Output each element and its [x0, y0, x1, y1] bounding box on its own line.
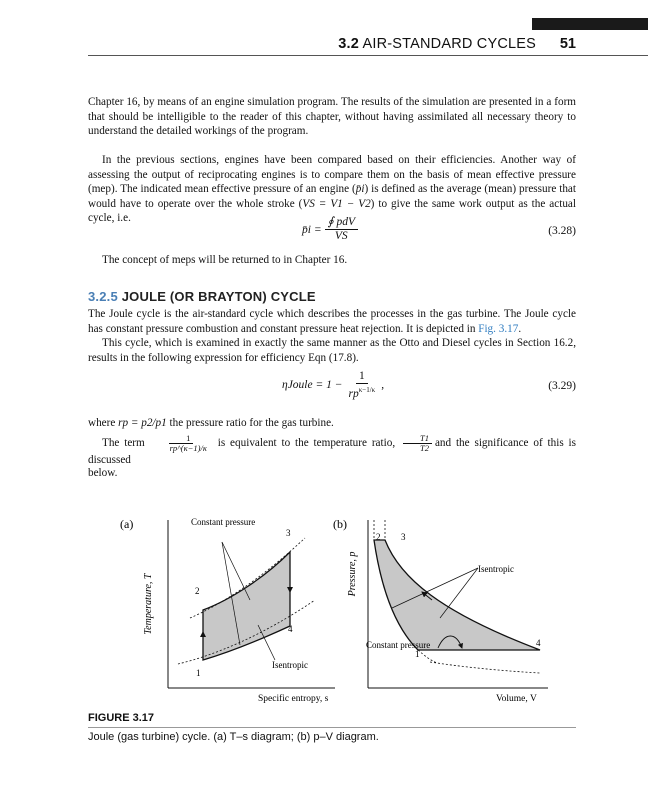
paragraph-8: below. [88, 467, 118, 479]
p7-text-c: and the significance of this is discussed [88, 437, 576, 466]
figure-caption: Joule (gas turbine) cycle. (a) T–s diagram; (b) p–V diagram. [88, 731, 379, 743]
eq-3-28-numerator: ∮ pdV [325, 216, 358, 230]
eq-3-29-numerator: 1 [356, 370, 368, 384]
panel-a-point-3: 3 [286, 528, 291, 538]
paragraph-3: The concept of meps will be returned to in Chapter 16. [102, 254, 348, 266]
p7-text-b: is equivalent to the temperature ratio, [217, 437, 396, 450]
figure-caption-rule [88, 727, 576, 728]
panel-a-point-2: 2 [195, 586, 200, 596]
eq-3-29-trail: , [381, 379, 385, 392]
figure-link[interactable]: Fig. 3.17 [478, 322, 519, 335]
panel-a-point-1: 1 [196, 668, 201, 678]
panel-a-label: (a) [120, 517, 134, 531]
figure-label: FIGURE 3.17 [88, 712, 155, 724]
p6-text-b: the pressure ratio for the gas turbine. [166, 417, 334, 429]
p2-symbol: p̄i [355, 183, 365, 196]
p7-text-a: The term [102, 437, 145, 450]
panel-a-leader-1 [222, 542, 250, 600]
panel-b-cycle-area [374, 540, 540, 650]
p2-stroke: VS = V1 − V2 [302, 197, 371, 210]
panel-a-constant-pressure-label: Constant pressure [191, 517, 256, 527]
panel-a-isentropic-label: Isentropic [272, 660, 308, 670]
panel-b-constant-pressure-label: Constant pressure [366, 640, 431, 650]
panel-b-label: (b) [333, 517, 347, 531]
p4-text-a: The Joule cycle is the air-standard cycle which describes the processes in the gas turbine. The Joule cycle has constant pressure combustion and constant pressure heat rejection. It is depicted in [88, 308, 576, 335]
ratio-numerator: T1 [403, 434, 432, 444]
panel-a-cycle-area [203, 552, 290, 660]
p2-text-c: ) to give the same work output as the actual cycle, i.e. [88, 197, 576, 225]
panel-b-point-3: 3 [401, 532, 406, 542]
term-denominator: rp^(κ−1)/κ [169, 443, 207, 453]
panel-a-y-label: Temperature, T [143, 573, 154, 635]
eq-3-29-den-exp: κ−1/κ [358, 386, 376, 394]
paragraph-5: This cycle, which is examined in exactly the same manner as the Otto and Diesel cycles in Section 16.2, results in the following expression for efficiency Eqn (17.8). [88, 337, 576, 364]
eq-3-29-number: (3.29) [548, 380, 576, 392]
panel-a [120, 517, 335, 688]
p2-text-a: In the previous sections, engines have been compared based on their efficiencies. Another way of assessing the output of reciprocating engines is to compare them on the basis of mean effective pressure (mep). The indicated mean effective pressure of an engine ( [88, 154, 576, 196]
panel-b-point-2: 2 [376, 532, 381, 542]
eq-3-29-den-base: rp [348, 387, 359, 400]
section-heading-title: JOULE (OR BRAYTON) CYCLE [121, 289, 316, 304]
p2-text-b: ) is defined as the average (mean) pressure that would have to operate over the whole stroke ( [88, 183, 576, 210]
panel-b [333, 517, 548, 688]
section-heading-number: 3.2.5 [88, 289, 118, 304]
term-numerator: 1 [169, 434, 193, 444]
section-number: 3.2 [338, 36, 360, 52]
paragraph-1: Chapter 16, by means of an engine simulation program. The results of the simulation are presented in a form that should be intelligible to the reader of this chapter, without having assimilated all necessary theory to understand the detailed workings of the program. [88, 96, 576, 138]
panel-a-point-4: 4 [288, 624, 293, 634]
panel-b-dash-3 [430, 662, 540, 673]
p4-text-b: . [518, 322, 522, 335]
panel-b-leader-2 [440, 568, 478, 618]
eq-3-29-lhs: ηJoule = 1 − [282, 379, 343, 392]
section-title-running: AIR-STANDARD CYCLES [362, 36, 536, 52]
panel-b-dash-4 [418, 650, 437, 663]
eq-3-28-number: (3.28) [548, 225, 576, 237]
eq-3-28-denominator: VS [334, 230, 348, 242]
ratio-denominator: T2 [419, 443, 429, 453]
panel-b-y-label: Pressure, p [347, 551, 358, 597]
page-number: 51 [559, 36, 576, 52]
panel-b-isentropic-label: Isentropic [478, 564, 514, 574]
eq-3-28-lhs: p̄i = [302, 223, 322, 236]
x-label-volume: Volume, V [496, 694, 537, 704]
x-label-entropy: Specific entropy, s [258, 694, 329, 704]
panel-b-point-1: 1 [415, 649, 420, 659]
p6-text-a: where [88, 417, 119, 429]
panel-b-point-4: 4 [536, 638, 541, 648]
p6-pressure-ratio: rp = p2/p1 [118, 417, 167, 429]
